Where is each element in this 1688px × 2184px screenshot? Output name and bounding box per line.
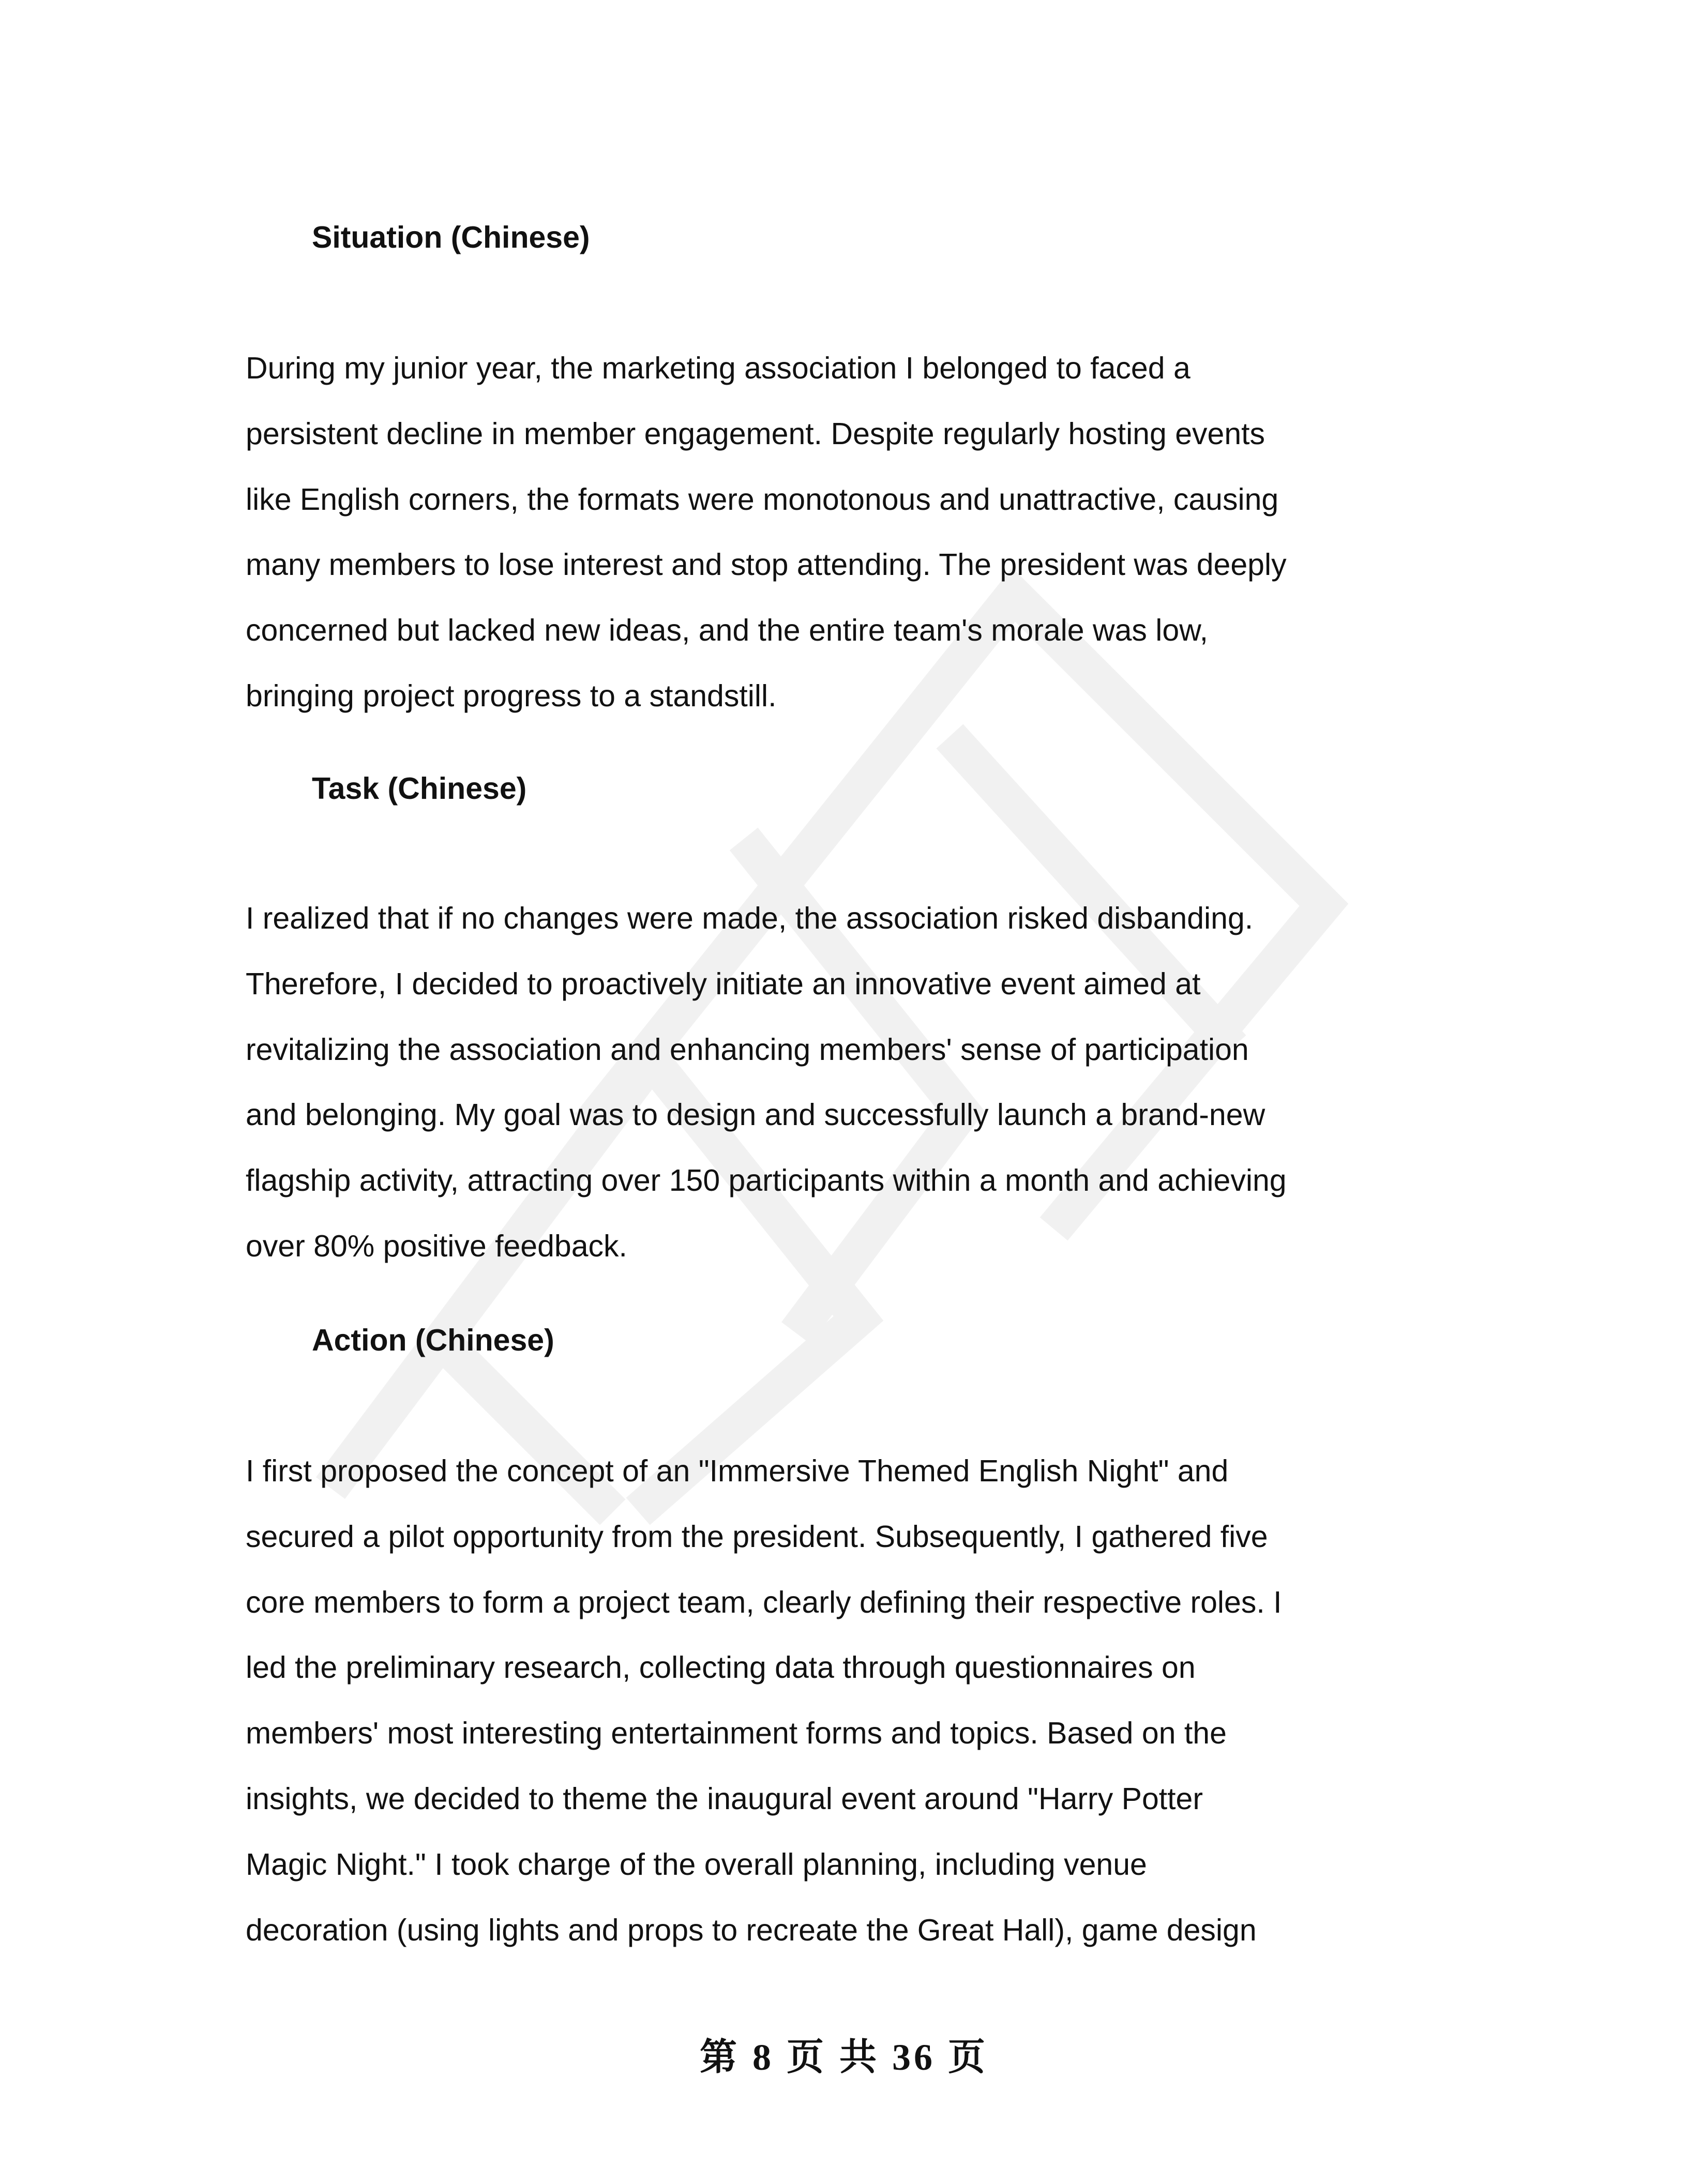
paragraph-line: insights, we decided to theme the inaugural event around "Harry Potter	[246, 1782, 1203, 1816]
paragraph-line: core members to form a project team, clearly defining their respective roles. I	[246, 1585, 1282, 1619]
paragraph-line: and belonging. My goal was to design and successfully launch a brand-new	[246, 1098, 1265, 1132]
paragraph-line: I realized that if no changes were made, the association risked disbanding.	[246, 901, 1254, 935]
paragraph-line: During my junior year, the marketing association I belonged to faced a	[246, 351, 1190, 385]
paragraph-line: decoration (using lights and props to recreate the Great Hall), game design	[246, 1913, 1257, 1947]
paragraph-line: over 80% positive feedback.	[246, 1229, 627, 1263]
section-heading: Situation (Chinese)	[312, 220, 590, 254]
paragraph-line: persistent decline in member engagement. Despite regularly hosting events	[246, 416, 1265, 451]
paragraph-line: like English corners, the formats were monotonous and unattractive, causing	[246, 482, 1279, 517]
paragraph-line: flagship activity, attracting over 150 participants within a month and achieving	[246, 1163, 1287, 1198]
paragraph-line: I first proposed the concept of an "Immersive Themed English Night" and	[246, 1454, 1229, 1488]
paragraph-line: Therefore, I decided to proactively initiate an innovative event aimed at	[246, 966, 1201, 1001]
paragraph-line: revitalizing the association and enhancing members' sense of participation	[246, 1032, 1249, 1067]
paragraph-line: bringing project progress to a standstill.	[246, 679, 777, 713]
paragraph-line: led the preliminary research, collecting data through questionnaires on	[246, 1650, 1196, 1685]
section-heading: Task (Chinese)	[312, 771, 527, 806]
paragraph-line: members' most interesting entertainment forms and topics. Based on the	[246, 1716, 1227, 1751]
paragraph-line: concerned but lacked new ideas, and the entire team's morale was low,	[246, 613, 1208, 648]
page-number-footer: 第 8 页 共 36 页	[699, 2037, 988, 2078]
paragraph-line: many members to lose interest and stop attending. The president was deeply	[246, 548, 1287, 582]
paragraph-line: secured a pilot opportunity from the president. Subsequently, I gathered five	[246, 1519, 1268, 1554]
paragraph-line: Magic Night." I took charge of the overall planning, including venue	[246, 1847, 1147, 1882]
section-heading: Action (Chinese)	[312, 1323, 554, 1357]
